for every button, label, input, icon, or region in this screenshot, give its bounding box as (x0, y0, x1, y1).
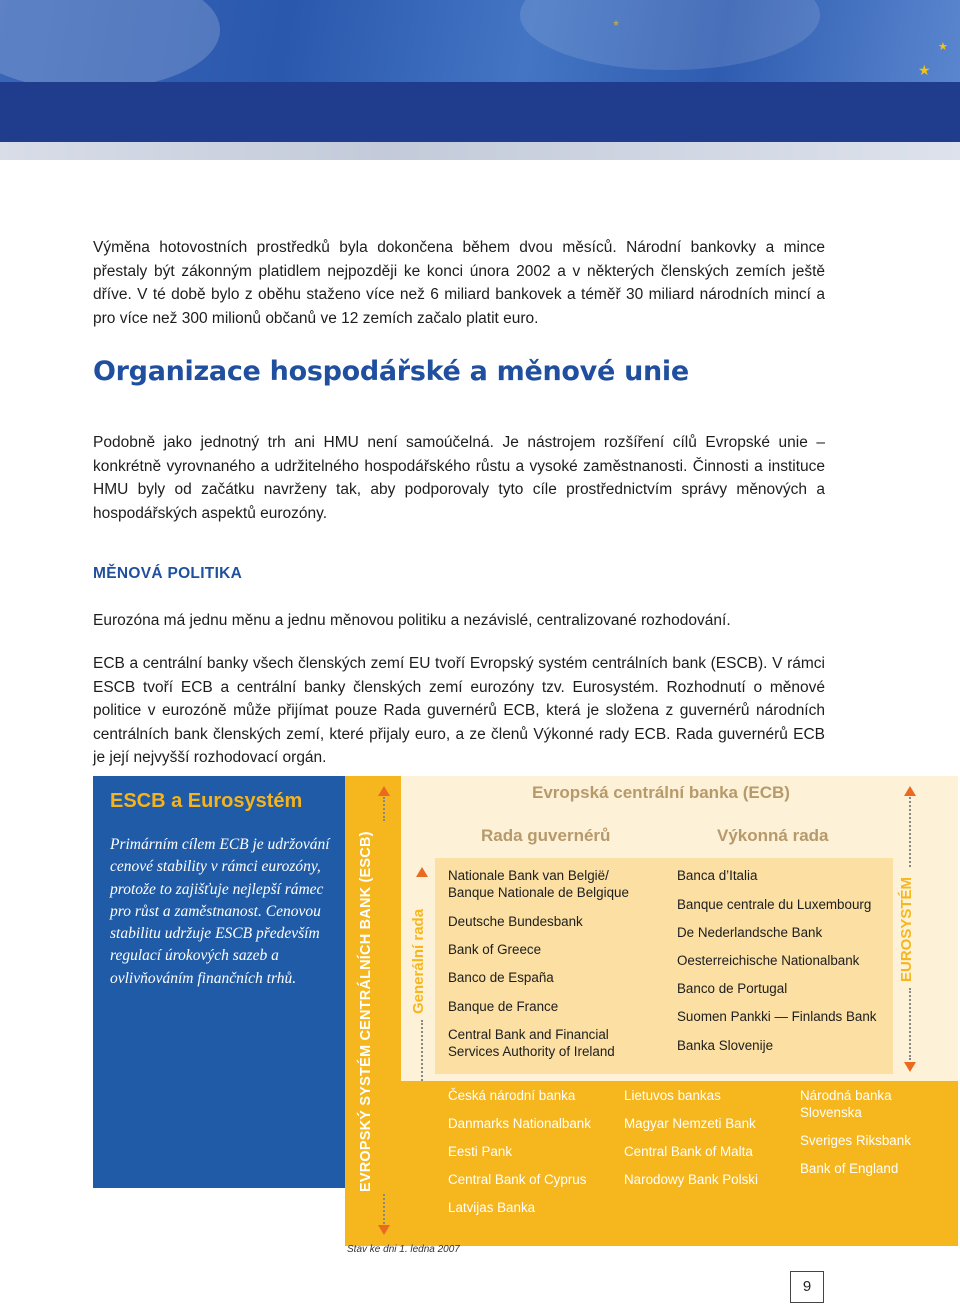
info-box-title: ESCB a Eurosystém (110, 790, 303, 812)
bank-item: Banka Slovenije (677, 1038, 774, 1053)
general-council-label-container (410, 880, 432, 1030)
diagram-date-note: Stav ke dni 1. ledna 2007 (347, 1244, 460, 1255)
governing-council-title: Rada guvernérů (481, 826, 611, 845)
bank-item: Oesterreichische Nationalbank (677, 953, 860, 968)
arrow-up-icon (416, 867, 428, 877)
arrow-up-icon (378, 786, 390, 796)
banner-band (0, 82, 960, 142)
arrow-down-icon (904, 1062, 916, 1072)
bank-item: Nationale Bank van België/ Banque Nationale de Belgique (448, 868, 629, 900)
header-banner (0, 0, 960, 160)
eu-star-icon: ★ (938, 41, 948, 53)
subsection-title: MĚNOVÁ POLITIKA (93, 565, 243, 582)
bank-item: Central Bank of Malta (624, 1144, 753, 1159)
bank-item: Česká národní banka (448, 1088, 576, 1103)
bank-item: Magyar Nemzeti Bank (624, 1116, 756, 1131)
intro-paragraph: Výměna hotovostních prostředků byla dokončena během dvou měsíců. Národní bankovky a mince přestaly být zákonným platidlem nejpozději ke konci února 2002 a v některých členských zemích ještě dříve. V té době bylo z oběhu staženo více než 6 miliard bankovek a téměř 30 miliard národních mincí a pro více než 300 milionů občanů ve 12 zemích začalo platit euro. (93, 239, 825, 327)
eu-star-icon: ★ (918, 62, 931, 78)
bank-item: Banco de Portugal (677, 981, 788, 996)
section-paragraph: Podobně jako jednotný trh ani HMU není samoúčelná. Je nástrojem rozšíření cílů Evropské unie – konkrétně vyrovnaného a udržitelného hospodářského růstu a vysoké zaměstnanosti. Činnosti a instituce HMU byly od začátku navrženy tak, aby podporovaly tyto cíle prostřednictvím správy měnových a hospodářských aspektů eurozóny. (93, 434, 825, 522)
arrow-up-icon (904, 786, 916, 796)
executive-board-title: Výkonná rada (717, 826, 829, 845)
bank-item: De Nederlandsche Bank (677, 925, 823, 940)
bank-item: Suomen Pankki — Finlands Bank (677, 1009, 877, 1024)
banner-stripe (0, 142, 960, 160)
bank-item: Danmarks Nationalbank (448, 1116, 591, 1131)
bank-item: Národná banka Slovenska (800, 1088, 892, 1120)
dotted-line (909, 797, 911, 867)
info-box-text: Primárním cílem ECB je udržování cenové stability v rámci eurozóny, protože to zajišťuje nejlepší rámec pro růst a zaměstnanost. Cenovou stabilitu udržuje ESCB především regulací úrokových sazeb a ovlivňováním finančních trhů. (110, 836, 330, 987)
bank-item: Banque centrale du Luxembourg (677, 897, 872, 912)
ecb-title: Evropská centrální banka (ECB) (532, 783, 790, 802)
bank-item: Central Bank and Financial Services Authority of Ireland (448, 1027, 615, 1059)
bank-item: Central Bank of Cyprus (448, 1172, 587, 1187)
section-title: Organizace hospodářské a měnové unie (93, 356, 689, 387)
escb-label-container (358, 820, 382, 1192)
escb-label: EVROPSKÝ SYSTÉM CENTRÁLNÍCH BANK (ESCB) (358, 831, 374, 1192)
bank-item: Eesti Pank (448, 1144, 513, 1159)
bank-item: Banque de France (448, 999, 559, 1014)
arrow-down-icon (378, 1225, 390, 1235)
general-council-label: Generální rada (410, 908, 427, 1014)
eurosystem-label-container (898, 870, 920, 982)
bank-item: Deutsche Bundesbank (448, 914, 583, 929)
subsection-paragraph-2: ECB a centrální banky všech členských zemí EU tvoří Evropský systém centrálních bank (ESCB). V rámci ESCB tvoří ECB a centrální banky členských zemí eurozóny tzv. Eurosystém. Rozhodnutí o měnové politice v eurozóně může přijímat pouze Rada guvernérů ECB, která je složena z guvernérů národních centrálních bank členských zemí, které přijaly euro, a ze členů Výkonné rady ECB. Rada guvernérů ECB je její nejvyšší rozhodovací orgán. (93, 655, 825, 766)
bank-item: Lietuvos bankas (624, 1088, 721, 1103)
bank-item: Sveriges Riksbank (800, 1133, 911, 1148)
bank-item: Bank of Greece (448, 942, 542, 957)
dotted-line (909, 988, 911, 1060)
bank-item: Banco de España (448, 970, 554, 985)
subsection-paragraph-1: Eurozóna má jednu měnu a jednu měnovou politiku a nezávislé, centralizované rozhodování. (93, 612, 731, 629)
bank-item: Latvijas Banka (448, 1200, 536, 1215)
bank-item: Bank of England (800, 1161, 899, 1176)
eurosystem-label: EUROSYSTÉM (898, 876, 915, 982)
dotted-line (383, 797, 385, 821)
bank-item: Narodowy Bank Polski (624, 1172, 758, 1187)
page-number: 9 (790, 1271, 824, 1303)
eu-star-icon: ★ (612, 18, 621, 28)
dotted-line (383, 1194, 385, 1224)
bank-item: Banca d’Italia (677, 868, 758, 883)
